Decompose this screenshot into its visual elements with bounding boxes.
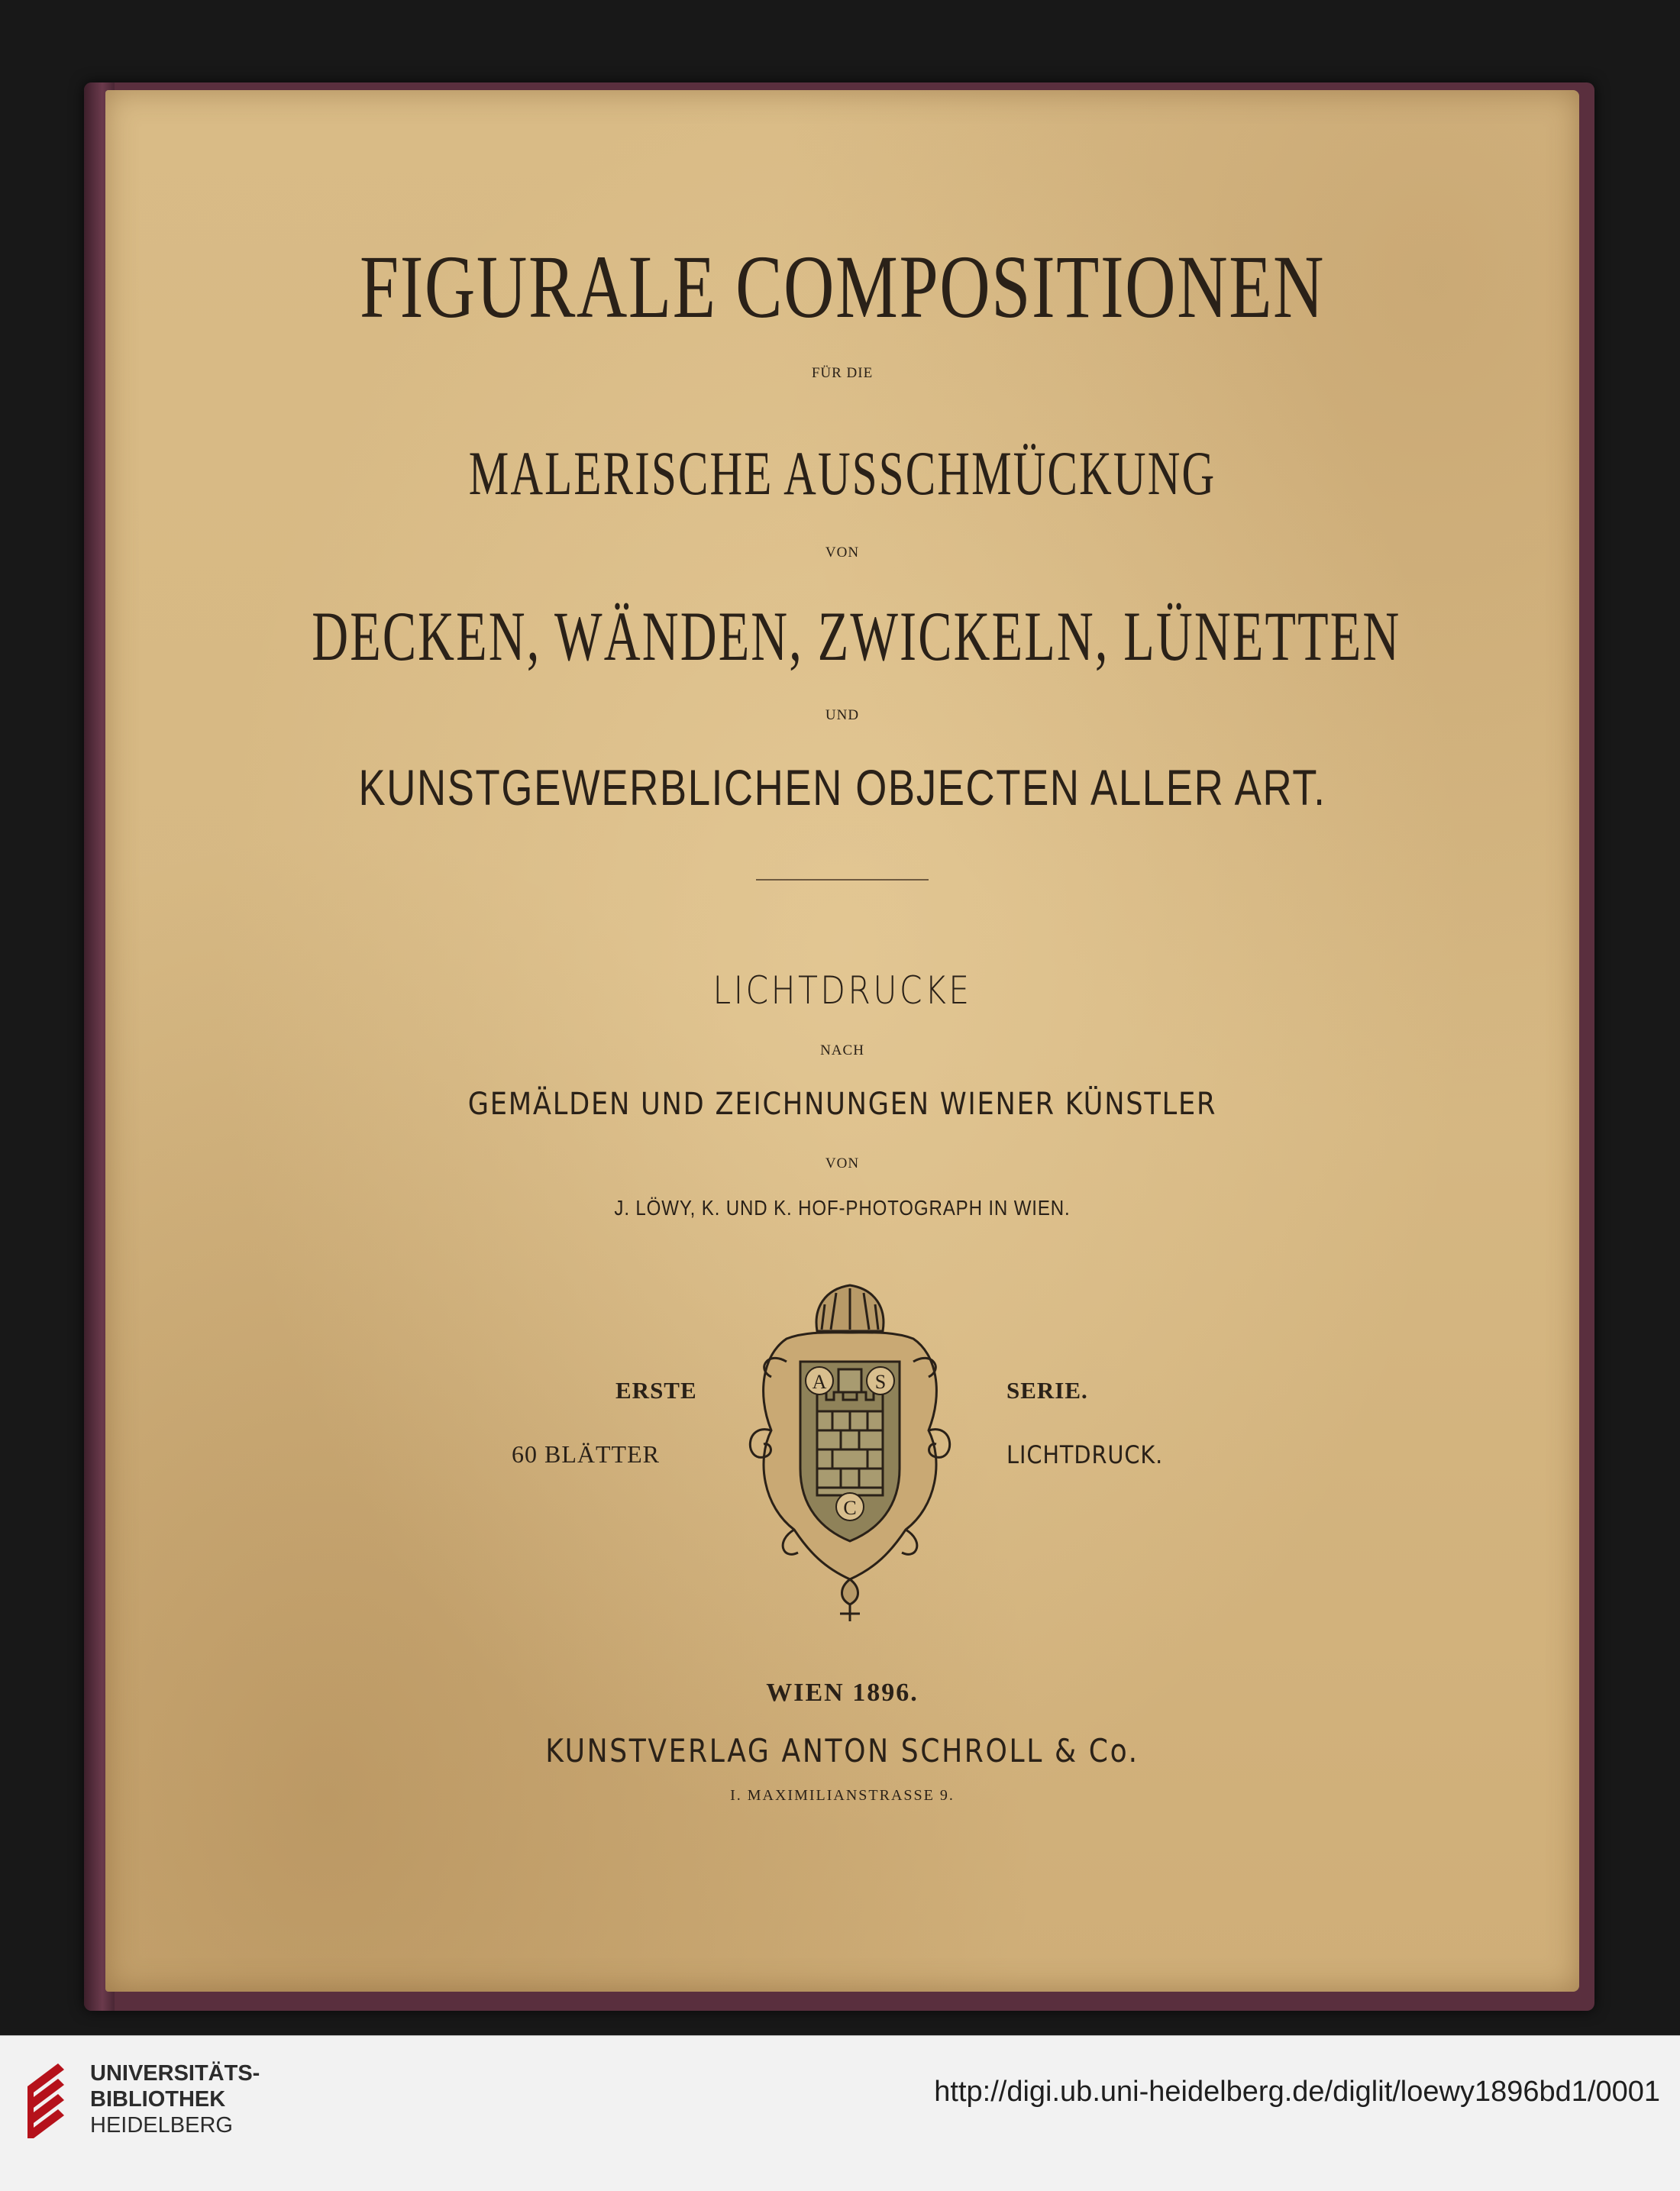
library-footer: [0, 2035, 1680, 2191]
library-line-2: BIBLIOTHEK: [90, 2087, 226, 2112]
cover-line-lichtdrucke: LICHTDRUCKE: [712, 968, 972, 1013]
university-library-logo-icon: [20, 2056, 89, 2147]
source-url-link[interactable]: http://digi.ub.uni-heidelberg.de/diglit/loewy1896bd1/0001: [934, 2076, 1660, 2108]
crest-letter-bottom: C: [843, 1497, 857, 1519]
cover-title: FIGURALE COMPOSITIONEN: [359, 237, 1326, 337]
cover-line-photograph: J. LÖWY, K. UND K. HOF-PHOTOGRAPH IN WIEN.: [614, 1196, 1071, 1220]
imprint-place-year: WIEN 1896.: [766, 1679, 919, 1707]
cover-line-von: VON: [825, 545, 860, 561]
cover-line-und: UND: [825, 707, 860, 723]
series-lichtdruck: LICHTDRUCK.: [1006, 1440, 1164, 1469]
library-name: [90, 2060, 260, 2138]
series-blaetter: 60 BLÄTTER: [512, 1440, 660, 1468]
library-line-3: HEIDELBERG: [90, 2113, 233, 2138]
imprint-address: I. MAXIMILIANSTRASSE 9.: [730, 1787, 955, 1804]
crest-letter-left: A: [812, 1371, 827, 1393]
cover-line-nach: NACH: [820, 1042, 864, 1058]
crest-letter-right: S: [874, 1371, 887, 1393]
imprint-publisher: KUNSTVERLAG ANTON SCHROLL & Co.: [545, 1732, 1139, 1769]
book-cover: [105, 90, 1579, 1992]
cover-line-kunstgewerblichen: KUNSTGEWERBLICHEN OBJECTEN ALLER ART.: [358, 759, 1326, 816]
cover-line-malerische: MALERISCHE AUSSCHMÜCKUNG: [468, 438, 1216, 508]
cover-line-decken: DECKEN, WÄNDEN, ZWICKELN, LÜNETTEN: [312, 597, 1401, 675]
cover-line-von-2: VON: [825, 1155, 860, 1171]
cover-divider: [756, 879, 929, 881]
cover-line-fuer-die: FÜR DIE: [811, 365, 874, 381]
publisher-crest-icon: [741, 1278, 959, 1629]
cover-line-gemaelden: GEMÄLDEN UND ZEICHNUNGEN WIENER KÜNSTLER: [467, 1087, 1217, 1122]
library-line-1: UNIVERSITÄTS-: [90, 2061, 260, 2086]
series-erste: ERSTE: [615, 1377, 697, 1404]
series-serie: SERIE.: [1006, 1377, 1088, 1404]
